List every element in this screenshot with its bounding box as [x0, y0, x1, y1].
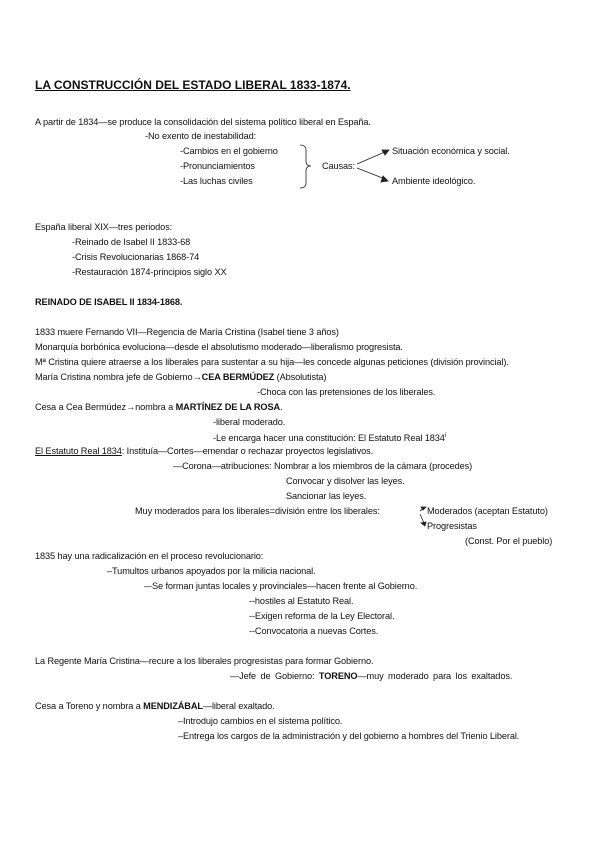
text-line: –Entrega los cargos de la administración y del gobierno a hombres del Trienio Liberal.: [178, 731, 520, 741]
text-line: María Cristina nombra jefe de Gobierno→CEA BERMÚDEZ (Absolutista): [35, 372, 327, 382]
cause-item: -Las luchas civiles: [180, 176, 253, 186]
text-line: Monarquía borbónica evoluciona—desde el absolutismo moderado—liberalismo progresista.: [35, 342, 403, 352]
text-line: 1835 hay una radicalización en el proceso revolucionario:: [35, 551, 264, 561]
text-line: –Introdujo cambios en el sistema político.: [178, 716, 343, 726]
text-line: Cesa a Cea Bermúdez→nombra a MARTÍNEZ DE LA ROSA.: [35, 402, 283, 412]
cause-item: -Pronunciamientos: [180, 161, 255, 171]
arrow-down: [357, 168, 385, 179]
faction-arrow-down-head: [421, 522, 426, 526]
text-line: -Le encarga hacer una constitución: El Estatuto Real 1834$^i$: [213, 433, 447, 444]
text-line: Convocar y disolver las leyes.: [286, 476, 405, 486]
page-title: LA CONSTRUCCIÓN DEL ESTADO LIBERAL 1833-1874.: [35, 78, 351, 92]
text-line: —Jefe de Gobierno: TORENO—muy moderado para los exaltados.: [230, 671, 513, 681]
text-line: –-Se forman juntas locales y provinciales—hacen frente al Gobierno.: [144, 581, 418, 591]
text-line: --Exigen reforma de la Ley Electoral.: [249, 611, 395, 621]
cause-item: -Cambios en el gobierno: [180, 146, 278, 156]
period-item: -Restauración 1874-principios siglo XX: [72, 267, 227, 277]
text-line: La Regente María Cristina—recure a los liberales progresistas para formar Gobierno.: [35, 656, 374, 666]
text-line: Cesa a Toreno y nombra a MENDIZÁBAL—liberal exaltado.: [35, 701, 275, 711]
faction-item: Moderados (aceptan Estatuto): [427, 506, 548, 516]
arrow-up: [357, 151, 387, 164]
intro-subline: -No exento de inestabilidad:: [145, 131, 257, 141]
text-line: --hostiles al Estatuto Real.: [249, 596, 354, 606]
arrow-down-head: [381, 176, 388, 182]
text-line: Sancionar las leyes.: [286, 491, 367, 501]
intro-line: A partir de 1834—se produce la consolidación del sistema político liberal en España.: [35, 117, 371, 127]
text-line: --Convocatoria a nuevas Cortes.: [249, 626, 379, 636]
period-item: -Crisis Revolucionarias 1868-74: [72, 252, 200, 262]
section-heading: REINADO DE ISABEL II 1834-1868.: [35, 297, 183, 307]
period-item: -Reinado de Isabel II 1833-68: [72, 237, 191, 247]
text-line: Muy moderados para los liberales=división entre los liberales:: [135, 506, 380, 516]
text-line: –Tumultos urbanos apoyados por la milicia nacional.: [107, 566, 316, 576]
cause-result: Situación económica y social.: [392, 146, 510, 156]
periods-heading: España liberal XIX—tres periodos:: [35, 222, 173, 232]
text-line: —Corona—atribuciones: Nombrar a los miembros de la cámara (procedes): [173, 461, 473, 471]
cause-result: Ambiente ideológico.: [392, 176, 476, 186]
faction-item: Progresistas: [427, 521, 477, 531]
text-line: El Estatuto Real 1834: Instituía—Cortes—emendar o rechazar proyectos legislativos.: [35, 446, 374, 456]
arrow-up-head: [382, 150, 389, 155]
text-line: Mª Cristina quiere atraerse a los liberales para sustentar a su hija—les concede algunas peticiones (división provincial).: [35, 357, 509, 367]
causes-label: Causas:: [322, 161, 356, 171]
faction-arrow-down: [420, 514, 424, 523]
text-line: -liberal moderado.: [213, 417, 286, 427]
footnote-mark: i: [444, 433, 447, 439]
faction-note: (Const. Por el pueblo): [465, 536, 553, 546]
text-line: -Choca con las pretensiones de los liberales.: [257, 387, 436, 397]
bracket-shape: [300, 145, 311, 188]
text-line: 1833 muere Fernando VII—Regencia de María Cristina (Isabel tiene 3 años): [35, 327, 339, 337]
